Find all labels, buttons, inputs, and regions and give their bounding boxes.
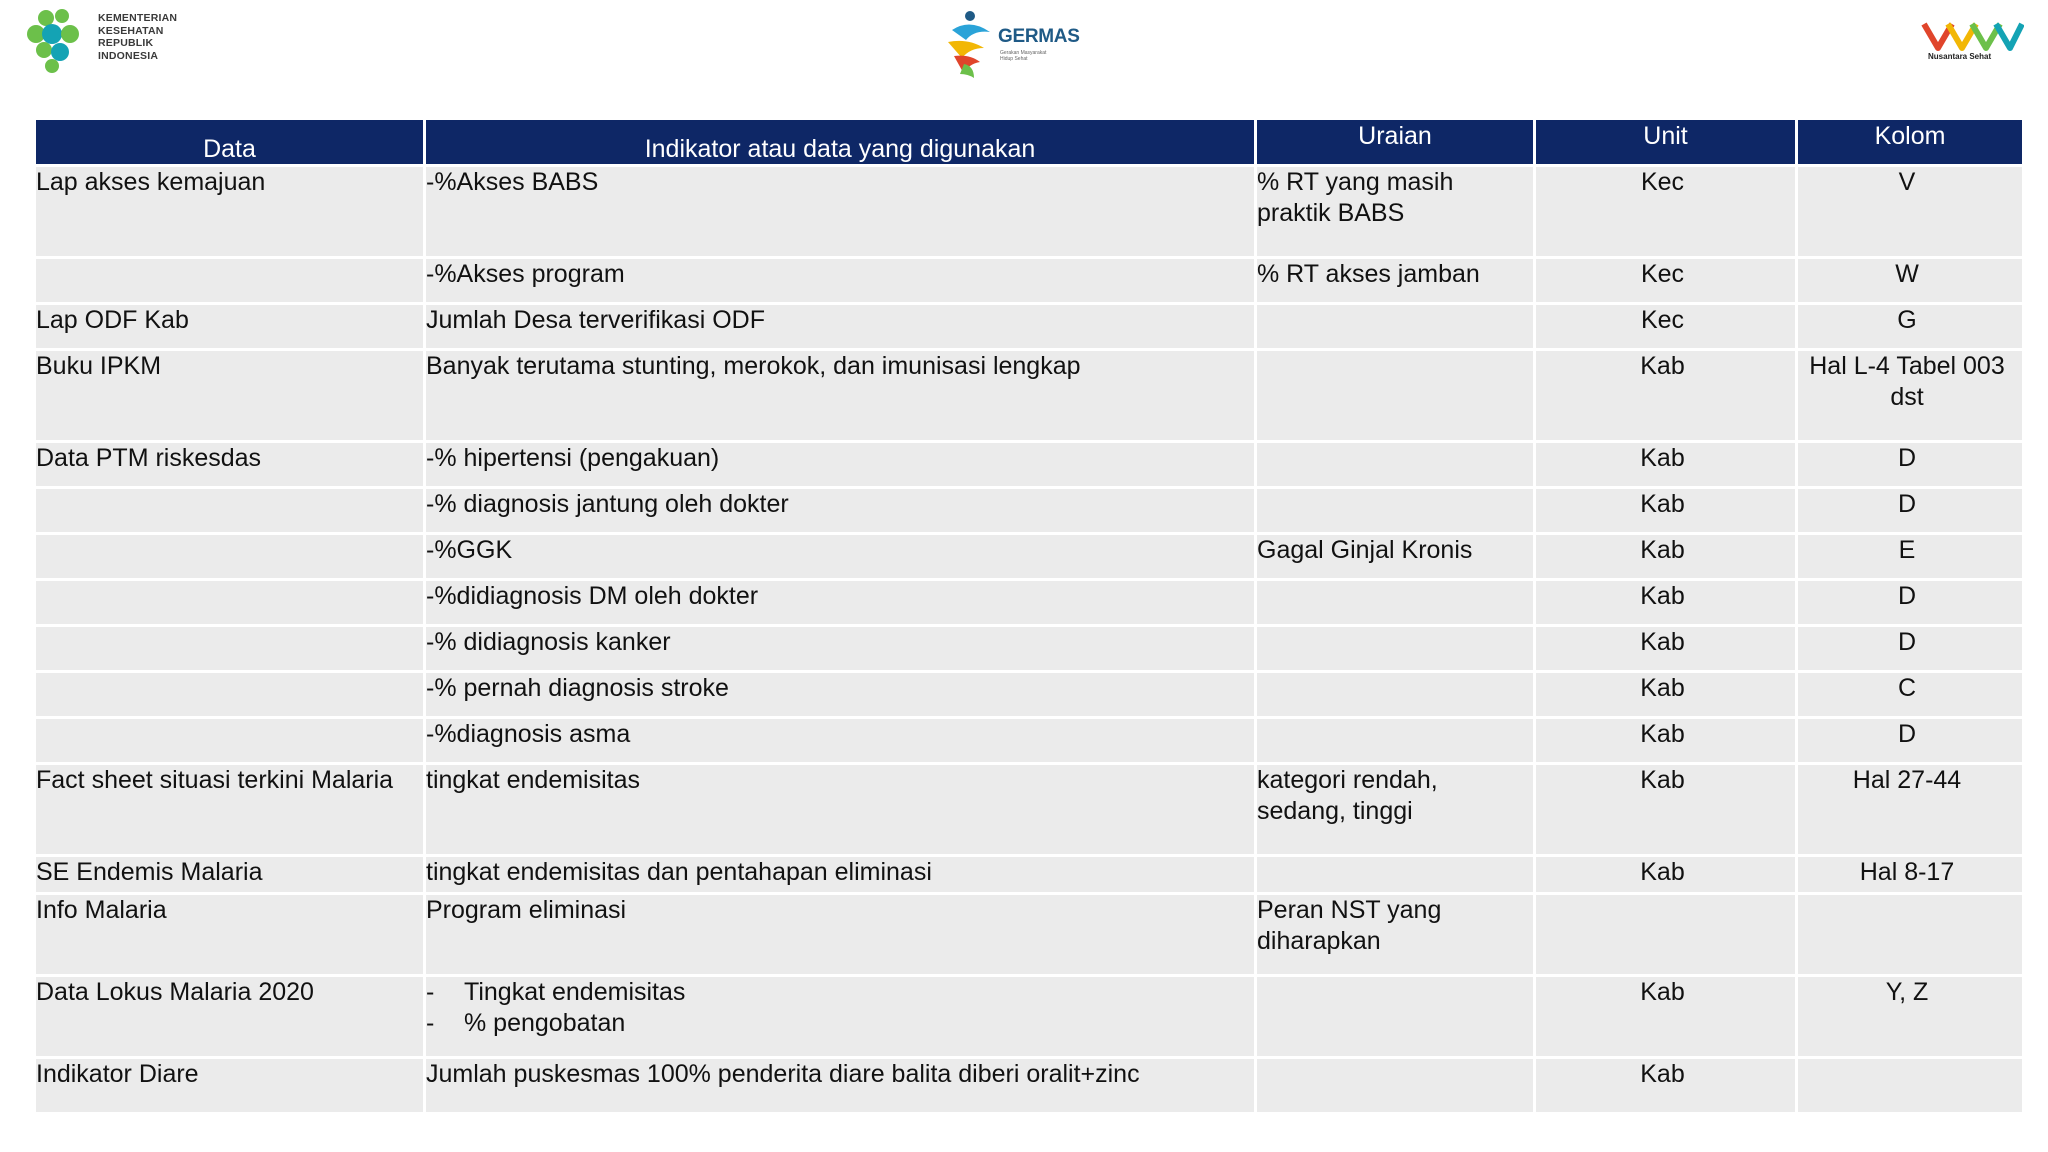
table-row [35,626,2024,672]
cell-data [35,672,425,718]
cell-unit: Kab [1535,672,1797,718]
cell-uraian [1256,580,1535,626]
list-item: - % pengobatan [426,1009,626,1037]
cell-kolom: D [1797,442,2024,488]
cell-kolom: Hal 27-44 [1797,764,2024,856]
nusantara-sehat-logo [1918,18,2024,68]
cell-uraian [1256,304,1535,350]
cell-kolom: C [1797,672,2024,718]
cell-data: Lap akses kemajuan [35,166,425,258]
cell-kolom: G [1797,304,2024,350]
table-row [35,304,2024,350]
cell-indikator: Jumlah puskesmas 100% penderita diare balita diberi oralit+zinc [425,1058,1256,1114]
cell-indikator: -% pernah diagnosis stroke [425,672,1256,718]
cell-data: Info Malaria [35,894,425,976]
table-row [35,976,2024,1058]
cell-data [35,258,425,304]
cell-data: Lap ODF Kab [35,304,425,350]
kemenkes-logo [26,4,186,74]
cell-uraian: % RT yang masih praktik BABS [1256,166,1535,258]
cell-unit: Kab [1535,718,1797,764]
table-row [35,258,2024,304]
list-item: - Tingkat endemisitas [426,978,686,1006]
table-row [35,1058,2024,1114]
cell-unit: Kab [1535,626,1797,672]
cell-uraian [1256,672,1535,718]
table-row [35,580,2024,626]
cell-data [35,488,425,534]
cell-kolom: Hal L-4 Tabel 003 dst [1797,350,2024,442]
cell-indikator: -%Akses BABS [425,166,1256,258]
table-header-row [35,119,2024,166]
cell-indikator: -% diagnosis jantung oleh dokter [425,488,1256,534]
cell-uraian [1256,718,1535,764]
header-data: Data [35,119,425,166]
cell-kolom: D [1797,626,2024,672]
cell-data: Data Lokus Malaria 2020 [35,976,425,1058]
cell-unit: Kab [1535,1058,1797,1114]
cell-indikator: Jumlah Desa terverifikasi ODF [425,304,1256,350]
cell-data: Data PTM riskesdas [35,442,425,488]
nusantara-sehat-emblem-icon [1918,18,2024,52]
germas-wordmark: GERMAS [998,26,1080,47]
table-row [35,442,2024,488]
cell-data: Buku IPKM [35,350,425,442]
header-kolom: Kolom [1797,119,2024,166]
cell-kolom: D [1797,580,2024,626]
cell-uraian: kategori rendah, sedang, tinggi [1256,764,1535,856]
table-row [35,672,2024,718]
cell-unit: Kab [1535,442,1797,488]
cell-indikator: -%GGK [425,534,1256,580]
cell-kolom: V [1797,166,2024,258]
cell-indikator: -% didiagnosis kanker [425,626,1256,672]
cell-unit: Kab [1535,580,1797,626]
cell-indikator [425,976,1256,1058]
cell-uraian: Gagal Ginjal Kronis [1256,534,1535,580]
cell-data [35,534,425,580]
cell-unit: Kec [1535,166,1797,258]
cell-kolom: E [1797,534,2024,580]
cell-uraian [1256,488,1535,534]
indikator-dash-list [426,977,1248,1039]
cell-unit: Kab [1535,488,1797,534]
cell-unit: Kab [1535,856,1797,894]
cell-data: Indikator Diare [35,1058,425,1114]
table-row [35,764,2024,856]
cell-kolom [1797,1058,2024,1114]
cell-uraian: Peran NST yang diharapkan [1256,894,1535,976]
cell-kolom: W [1797,258,2024,304]
cell-kolom: Hal 8-17 [1797,856,2024,894]
cell-indikator: -% hipertensi (pengakuan) [425,442,1256,488]
germas-tagline: Gerakan Masyarakat Hidup Sehat [1000,50,1047,62]
cell-unit: Kec [1535,258,1797,304]
cell-uraian: % RT akses jamban [1256,258,1535,304]
cell-unit: Kab [1535,350,1797,442]
cell-indikator: Banyak terutama stunting, merokok, dan imunisasi lengkap [425,350,1256,442]
cell-uraian [1256,856,1535,894]
data-source-table [33,117,2025,1115]
cell-unit: Kab [1535,534,1797,580]
cell-data [35,626,425,672]
cell-uraian [1256,442,1535,488]
cell-uraian [1256,350,1535,442]
germas-figure-icon [944,8,1000,80]
germas-logo [944,8,1094,80]
cell-indikator: -%diagnosis asma [425,718,1256,764]
table-row [35,856,2024,894]
cell-indikator: tingkat endemisitas [425,764,1256,856]
cell-indikator: -%Akses program [425,258,1256,304]
cell-data [35,718,425,764]
cell-uraian [1256,1058,1535,1114]
header-indikator: Indikator atau data yang digunakan [425,119,1256,166]
cell-kolom [1797,894,2024,976]
kemenkes-wordmark: KEMENTERIAN KESEHATAN REPUBLIK INDONESIA [98,12,178,62]
table-row [35,166,2024,258]
cell-unit [1535,894,1797,976]
table-row [35,718,2024,764]
cell-uraian [1256,976,1535,1058]
header-unit: Unit [1535,119,1797,166]
cell-indikator: Program eliminasi [425,894,1256,976]
cell-kolom: D [1797,718,2024,764]
kemenkes-emblem-icon [26,4,92,74]
cell-data: Fact sheet situasi terkini Malaria [35,764,425,856]
cell-data: SE Endemis Malaria [35,856,425,894]
nusantara-sehat-caption: Nusantara Sehat [1928,52,1992,61]
cell-kolom: D [1797,488,2024,534]
cell-kolom: Y, Z [1797,976,2024,1058]
table-row [35,894,2024,976]
table-row [35,488,2024,534]
table-row [35,350,2024,442]
table-row [35,534,2024,580]
cell-data [35,580,425,626]
cell-unit: Kec [1535,304,1797,350]
cell-uraian [1256,626,1535,672]
cell-unit: Kab [1535,764,1797,856]
header-uraian: Uraian [1256,119,1535,166]
cell-unit: Kab [1535,976,1797,1058]
cell-indikator: tingkat endemisitas dan pentahapan eliminasi [425,856,1256,894]
cell-indikator: -%didiagnosis DM oleh dokter [425,580,1256,626]
